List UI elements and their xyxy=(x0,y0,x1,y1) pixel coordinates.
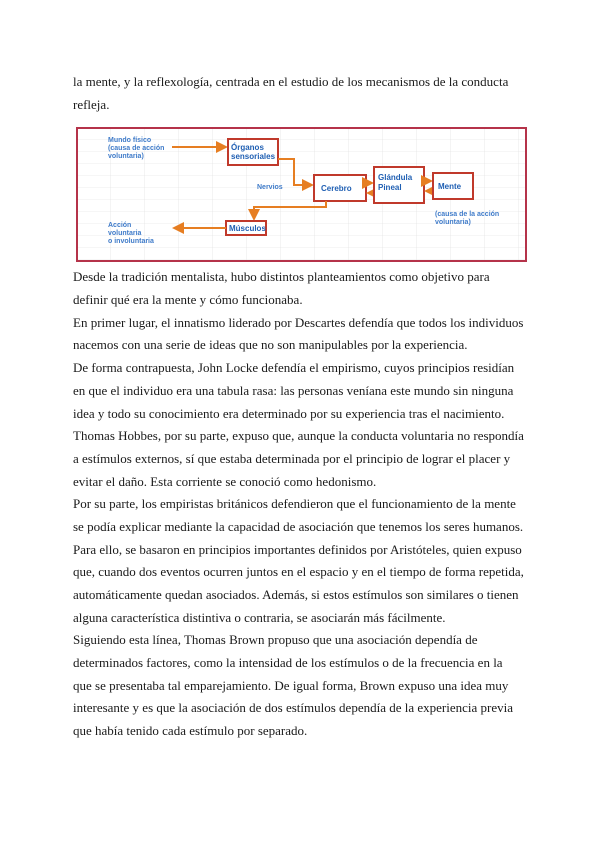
causa-accion-label: (causa de la acción xyxy=(435,211,500,218)
glandula-label: Pineal xyxy=(378,183,402,192)
body-line: automáticamente quedan asociados. Además, si estos estímulos son similares o tienen xyxy=(73,587,519,602)
nervios-label: Nervios xyxy=(257,184,283,191)
organos-label: sensoriales xyxy=(231,152,276,161)
body-line: Desde la tradición mentalista, hubo distintos planteamientos como objetivo para xyxy=(73,269,490,284)
body-line: determinados factores, como la intensidad de los estímulos o de la frecuencia en la xyxy=(73,655,503,670)
body-line: a estímulos externos, sí que estaba determinada por el principio de lograr el placer y xyxy=(73,451,511,466)
musculos-label: Músculos xyxy=(229,224,266,233)
mundo-fisico-label: (causa de acción xyxy=(108,145,165,152)
accion-label: o involuntaria xyxy=(108,238,154,245)
body-line: En primer lugar, el innatismo liderado por Descartes defendía que todos los individuos xyxy=(73,315,524,330)
cerebro-label: Cerebro xyxy=(321,184,352,193)
body-line: De forma contrapuesta, John Locke defendía el empirismo, cuyos principios residían xyxy=(73,360,515,375)
mind-body-diagram xyxy=(76,127,527,262)
body-line: idea y todo su conocimiento era determinado por su experiencia tras el nacimiento. xyxy=(73,406,505,421)
body-line: evitar el daño. Esta corriente se conoció como hedonismo. xyxy=(73,474,377,489)
organos-label: Órganos xyxy=(231,143,264,152)
body-line: refleja. xyxy=(73,97,110,112)
accion-label: Acción xyxy=(108,222,132,229)
body-line: que, cuando dos eventos ocurren juntos en el espacio y en el tiempo de forma repetida, xyxy=(73,564,524,579)
body-line: se podía explicar mediante la capacidad de asociación que tenemos los seres humanos. xyxy=(73,519,524,534)
body-line: Por su parte, los empiristas británicos defendieron que el funcionamiento de la mente xyxy=(73,496,516,511)
body-line: nacemos con una serie de ideas que no son manipulables por la experiencia. xyxy=(73,337,468,352)
body-line: Siguiendo esta línea, Thomas Brown propuso que una asociación dependía de xyxy=(73,632,478,647)
body-line: Thomas Hobbes, por su parte, expuso que, aunque la conducta voluntaria no respondía xyxy=(73,428,524,443)
causa-accion-label: voluntaria) xyxy=(435,219,471,226)
body-line: que había tenido cada estímulo por separado. xyxy=(73,723,308,738)
body-line: la mente, y la reflexología, centrada en el estudio de los mecanismos de la conducta xyxy=(73,74,509,89)
accion-label: voluntaria xyxy=(108,230,142,237)
body-line: Para ello, se basaron en principios importantes definidos por Aristóteles, quien expuso xyxy=(73,542,522,557)
glandula-label: Glándula xyxy=(378,173,413,182)
mundo-fisico-label: Mundo físico xyxy=(108,137,152,144)
body-line: interesante y es que la asociación de dos estímulos dependía de la experiencia previa xyxy=(73,700,514,715)
mundo-fisico-label: voluntaria) xyxy=(108,153,144,160)
body-line: que se presentaba tal emparejamiento. De igual forma, Brown expuso una idea muy xyxy=(73,678,509,693)
body-line: definir qué era la mente y cómo funcionaba. xyxy=(73,292,303,307)
body-line: alguna característica distintiva o contraria, se asociarán más fácilmente. xyxy=(73,610,446,625)
body-line: en que el individuo era una tabula rasa: las personas veníana este mundo sin ninguna xyxy=(73,383,514,398)
mente-label: Mente xyxy=(438,182,462,191)
